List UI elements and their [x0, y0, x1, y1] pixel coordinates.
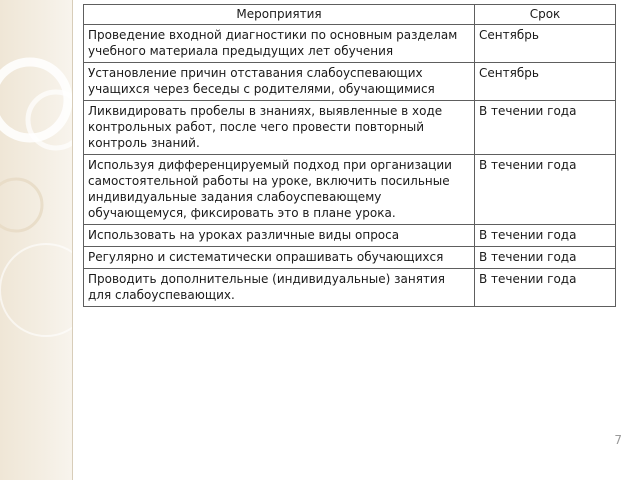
side-panel-divider	[72, 0, 73, 480]
term-cell: В течении года	[475, 269, 616, 307]
table-row	[84, 225, 616, 247]
event-cell: Используя дифференцируемый подход при организации самостоятельной работы на уроке, включить посильные индивидуальные задания слабоуспевающему обучающемуся, фиксировать это в плане урока.	[84, 155, 475, 225]
event-cell: Проводить дополнительные (индивидуальные) занятия для слабоуспевающих.	[84, 269, 475, 307]
table-row	[84, 155, 616, 225]
event-cell: Ликвидировать пробелы в знаниях, выявленные в ходе контрольных работ, после чего провести повторный контроль знаний.	[84, 101, 475, 155]
term-cell: В течении года	[475, 155, 616, 225]
term-cell: В течении года	[475, 225, 616, 247]
table-header-row	[84, 5, 616, 25]
table-row	[84, 269, 616, 307]
table-row	[84, 63, 616, 101]
event-cell: Проведение входной диагностики по основным разделам учебного материала предыдущих лет обучения	[84, 25, 475, 63]
event-cell: Регулярно и систематически опрашивать обучающихся	[84, 247, 475, 269]
table-row	[84, 247, 616, 269]
event-cell: Использовать на уроках различные виды опроса	[84, 225, 475, 247]
term-cell: Сентябрь	[475, 63, 616, 101]
column-header-term: Срок	[475, 5, 616, 25]
term-cell: В течении года	[475, 101, 616, 155]
term-cell: Сентябрь	[475, 25, 616, 63]
decorative-circles-graphic	[0, 0, 72, 480]
events-schedule-table	[83, 4, 616, 307]
column-header-event: Мероприятия	[84, 5, 475, 25]
page-number: 7	[614, 433, 622, 447]
table-row	[84, 101, 616, 155]
decorative-side-panel	[0, 0, 72, 480]
table-row	[84, 25, 616, 63]
term-cell: В течении года	[475, 247, 616, 269]
event-cell: Установление причин отставания слабоуспевающих учащихся через беседы с родителями, обучающимися	[84, 63, 475, 101]
